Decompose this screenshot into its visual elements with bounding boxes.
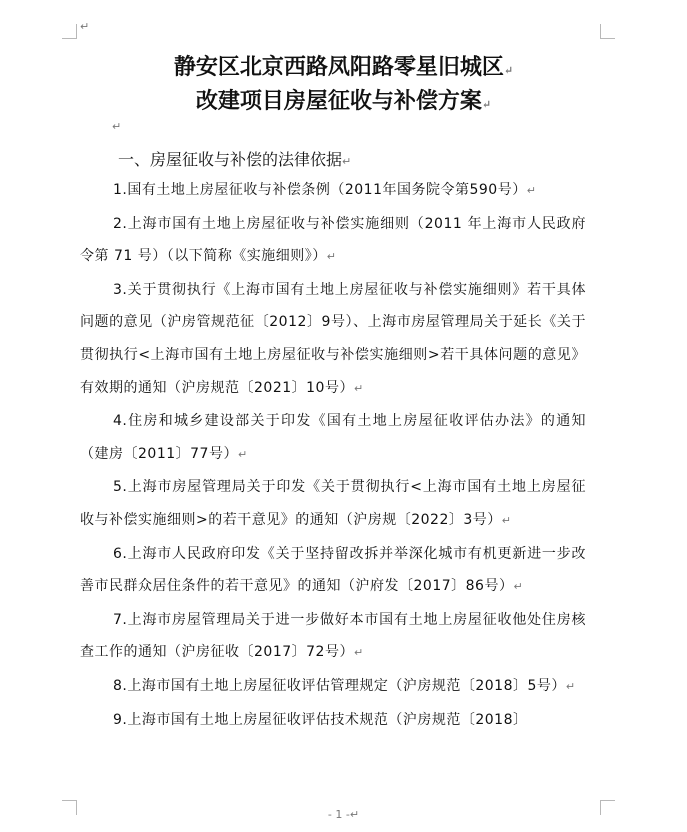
crop-mark-top-left: [62, 24, 77, 39]
paragraph-mark: ↵: [80, 20, 90, 33]
paragraph-mark: ↵: [349, 808, 360, 821]
list-item: 3.关于贯彻执行《上海市国有土地上房屋征收与补偿实施细则》若干具体问题的意见（沪房管规范征〔2012〕9号）、上海市房屋管理局关于延长《关于贯彻执行<上海市国有土地上房屋征收与补偿实施细则>若干具体问题的意见》有效期的通知（沪房规范〔2021〕10号）↵: [80, 281, 586, 396]
section-heading: 一、房屋征收与补偿的法律依据↵: [118, 150, 352, 169]
paragraph-mark: ↵: [503, 64, 514, 77]
paragraph-mark: ↵: [342, 155, 352, 168]
list-item: 1.国有土地上房屋征收与补偿条例（2011年国务院令第590号）↵: [113, 182, 537, 198]
page-number: - 1 -↵: [327, 808, 360, 821]
paragraph-mark: ↵: [481, 98, 492, 111]
list-item: 5.上海市房屋管理局关于印发《关于贯彻执行<上海市国有土地上房屋征收与补偿实施细则>的若干意见》的通知（沪房规〔2022〕3号）↵: [80, 479, 586, 528]
document-title-line-2: 改建项目房屋征收与补偿方案↵: [195, 88, 492, 114]
list-item: 8.上海市国有土地上房屋征收评估管理规定（沪房规范〔2018〕5号）↵: [113, 677, 576, 694]
list-item: 7.上海市房屋管理局关于进一步做好本市国有土地上房屋征收他处住房核查工作的通知（沪房征收〔2017〕72号）↵: [80, 611, 586, 661]
document-title-line-1: 静安区北京西路凤阳路零星旧城区↵: [173, 54, 514, 80]
legal-basis-list: [80, 174, 586, 736]
crop-mark-top-right: [600, 24, 615, 39]
list-item: 9.上海市国有土地上房屋征收评估技术规范（沪房规范〔2018〕: [113, 711, 528, 728]
list-item: 4.住房和城乡建设部关于印发《国有土地上房屋征收评估办法》的通知（建房〔2011〕77号）↵: [80, 413, 586, 462]
list-item: 6.上海市人民政府印发《关于坚持留改拆并举深化城市有机更新进一步改善市民群众居住条件的若干意见》的通知（沪府发〔2017〕86号）↵: [80, 545, 586, 595]
list-item: 2.上海市国有土地上房屋征收与补偿实施细则（2011 年上海市人民政府令第 71 号）（以下简称《实施细则》）↵: [80, 215, 586, 265]
empty-paragraph-mark: ↵: [112, 120, 122, 133]
